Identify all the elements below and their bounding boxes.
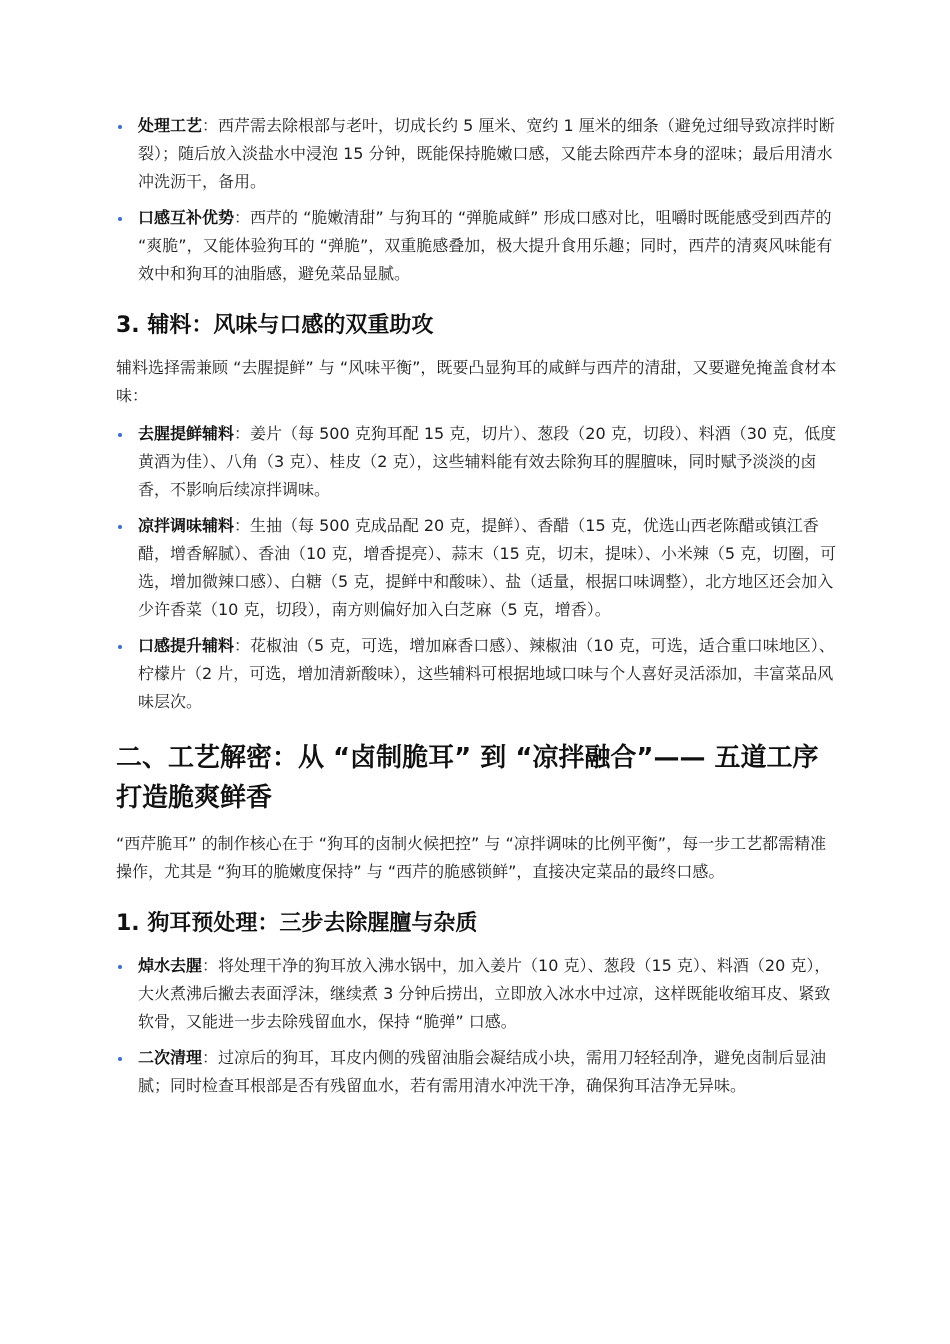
list-item: [116, 512, 838, 624]
bullet-label: 凉拌调味辅料: [138, 516, 235, 535]
label-separator: ：: [202, 116, 219, 135]
bullet-text: 西芹的 “脆嫩清甜” 与狗耳的 “弹脆咸鲜” 形成口感对比，咀嚼时既能感受到西芹的 “爽脆”，又能体验狗耳的 “弹脆”，双重脆感叠加，极大提升食用乐趣；同时，西芹的清爽风味能有效中和狗耳的油脂感，避免菜品显腻。: [138, 208, 833, 283]
bullet-label: 二次清理: [138, 1048, 203, 1067]
bullet-text: 过凉后的狗耳，耳皮内侧的残留油脂会凝结成小块，需用刀轻轻刮净，避免卤制后显油腻；同时检查耳根部是否有残留血水，若有需用清水冲洗干净，确保狗耳洁净无异味。: [138, 1048, 827, 1095]
bullet-label: 去腥提鲜辅料: [138, 424, 235, 443]
bullet-text: 西芹需去除根部与老叶，切成长约 5 厘米、宽约 1 厘米的细条（避免过细导致凉拌时断裂）；随后放入淡盐水中浸泡 15 分钟，既能保持脆嫩口感，又能去除西芹本身的涩味；最后用清水冲洗沥干，备用。: [138, 116, 835, 191]
label-separator: ：: [234, 424, 251, 443]
list-item: [116, 112, 838, 196]
section-heading-pretreatment: 1. 狗耳预处理：三步去除腥膻与杂质: [116, 911, 478, 936]
bullet-label: 口感互补优势: [138, 208, 235, 227]
bullet-text: 将处理干净的狗耳放入沸水锅中，加入姜片（10 克）、葱段（15 克）、料酒（20 克），大火煮沸后撇去表面浮沫，继续煮 3 分钟后捞出，立即放入冰水中过凉，这样既能收缩耳皮、紧致软骨，又能进一步去除残留血水，保持 “脆弹” 口感。: [138, 956, 831, 1031]
list-item: [116, 204, 838, 288]
auxiliary-bullet-list: [116, 420, 838, 716]
bullet-text: 生抽（每 500 克成品配 20 克，提鲜）、香醋（15 克，优选山西老陈醋或镇江香醋，增香解腻）、香油（10 克，增香提亮）、蒜末（15 克，切末，提味）、小米辣（5 克，切圈，可选，增加微辣口感）、白糖（5 克，提鲜中和酸味）、盐（适量，根据口味调整），北方地区还会加入少许香菜（10 克，切段），南方则偏好加入白芝麻（5 克，增香）。: [138, 516, 837, 619]
bullet-label: 口感提升辅料: [138, 636, 235, 655]
chapter-heading-process: 二、工艺解密：从 “卤制脆耳” 到 “凉拌融合”—— 五道工序打造脆爽鲜香: [116, 743, 819, 813]
label-separator: ：: [234, 208, 251, 227]
auxiliary-intro: 辅料选择需兼顾 “去腥提鲜” 与 “风味平衡”，既要凸显狗耳的咸鲜与西芹的清甜，又要避免掩盖食材本味：: [116, 358, 837, 405]
list-item: [116, 1044, 838, 1100]
label-separator: ：: [202, 1048, 219, 1067]
celery-bullet-list: [116, 112, 838, 288]
list-item: [116, 632, 838, 716]
bullet-label: 焯水去腥: [138, 956, 203, 975]
pretreatment-bullet-list: [116, 952, 838, 1100]
label-separator: ：: [234, 636, 251, 655]
bullet-text: 姜片（每 500 克狗耳配 15 克，切片）、葱段（20 克，切段）、料酒（30 克，低度黄酒为佳）、八角（3 克）、桂皮（2 克），这些辅料能有效去除狗耳的腥膻味，同时赋予淡淡的卤香，不影响后续凉拌调味。: [138, 424, 837, 499]
label-separator: ：: [202, 956, 219, 975]
bullet-text: 花椒油（5 克，可选，增加麻香口感）、辣椒油（10 克，可选，适合重口味地区）、柠檬片（2 片，可选，增加清新酸味），这些辅料可根据地域口味与个人喜好灵活添加，丰富菜品风味层次。: [138, 636, 835, 711]
section-heading-auxiliary: 3. 辅料：风味与口感的双重助攻: [116, 313, 434, 338]
label-separator: ：: [234, 516, 251, 535]
bullet-label: 处理工艺: [138, 116, 203, 135]
process-intro: “西芹脆耳” 的制作核心在于 “狗耳的卤制火候把控” 与 “凉拌调味的比例平衡”，每一步工艺都需精准操作，尤其是 “狗耳的脆嫩度保持” 与 “西芹的脆感锁鲜”，直接决定菜品的最终口感。: [116, 834, 827, 881]
document-page: [116, 112, 838, 1108]
list-item: [116, 952, 838, 1036]
list-item: [116, 420, 838, 504]
